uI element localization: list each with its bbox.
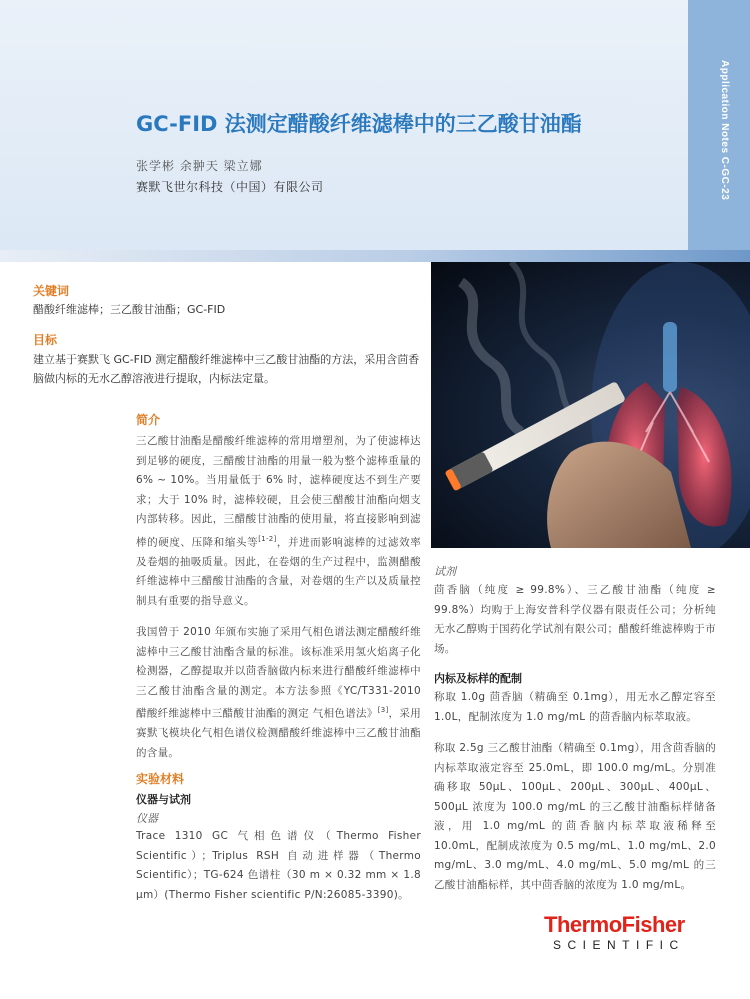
header-divider [0,250,750,262]
goal-text: 建立基于赛默飞 GC-FID 测定醋酸纤维滤棒中三乙酸甘油酯的方法，采用含茴香脑做内标的无水乙醇溶液进行提取，内标法定量。 [33,353,420,385]
standards-paragraph-1: 称取 1.0g 茴香脑（精确至 0.1mg），用无水乙醇定容至 1.0L，配制浓度为 1.0 mg/mL 的茴香脑内标萃取液。 [434,691,716,723]
keywords-heading: 关键词 [33,284,70,298]
instrument-text: Trace 1310 GC 气相色谱仪（Thermo Fisher Scientific）；Triplus RSH 自动进样器（Thermo Scientific）；TG-624 色谱柱（30 m × 0.32 mm × 1.8 μm）(Thermo Fisher scientific P/N:26085-3390)。 [136,830,421,901]
instruments-reagents-heading: 仪器与试剂 [136,793,191,806]
intro-ref-1: [1-2] [258,534,277,543]
page-title: GC-FID 法测定醋酸纤维滤棒中的三乙酸甘油酯 [136,112,582,136]
standards-heading: 内标及标样的配制 [434,672,522,685]
intro-paragraph-1-text: 三乙酸甘油酯是醋酸纤维滤棒的常用增塑剂，为了使滤棒达到足够的硬度，三醋酸甘油酯的用量一般为整个滤棒重量的 6% ~ 10%。当用量低于 6% 时，滤棒硬度达不到生产要求；大于 10% 时，滤棒较硬，且会使三醋酸甘油酯向烟支内部转移。因此，三醋酸甘油酯的使用量，将直接影响到滤棒的硬度、压降和缩头等 [136,435,421,548]
affiliation: 赛默飞世尔科技（中国）有限公司 [136,180,324,194]
materials-heading: 实验材料 [136,772,185,786]
cigarette-lungs-photo [431,262,750,548]
thermofisher-logo: ThermoFisher [544,912,685,937]
intro-paragraph-2-text: 我国曾于 2010 年颁布实施了采用气相色谱法测定醋酸纤维滤棒中三乙酸甘油酯含量的标准。该标准采用氢火焰离子化检测器，乙醇提取并以茴香脑做内标来进行醋酸纤维滤棒中三乙酸甘油酯含量的测定。本方法参照《YC/T331-2010 醋酸纤维滤棒中三醋酸甘油酯的测定 气相色谱法》 [136,626,421,720]
intro-ref-2: [3] [377,706,389,714]
instrument-label: 仪器 [136,812,158,825]
intro-paragraph-2-end: ，采用赛默飞模块化气相色谱仪检测醋酸纤维滤棒中三乙酸甘油酯的含量。 [136,707,421,759]
intro-heading: 简介 [136,413,161,427]
intro-paragraph-1 [136,432,421,611]
intro-paragraph-1-end: ，并进而影响滤棒的过滤效率及卷烟的抽吸质量。因此，在卷烟的生产过程中，监测醋酸纤维滤棒中三醋酸甘油酯的含量，对卷烟的生产以及质量控制具有重要的指导意义。 [136,536,421,607]
keywords-text: 醋酸纤维滤棒；三乙酸甘油酯；GC-FID [33,303,226,316]
goal-heading: 目标 [33,333,58,347]
cigarette-lungs-illustration [431,262,750,548]
thermofisher-logo-sub: SCIENTIFIC [553,938,685,952]
reagent-text: 茴香脑（纯度 ≥ 99.8%）、三乙酸甘油酯（纯度 ≥ 99.8%）均购于上海安普科学仪器有限责任公司；分析纯无水乙醇购于国药化学试剂有限公司；醋酸纤维滤棒购于市场。 [434,584,716,655]
authors: 张学彬 余翀天 梁立娜 [136,159,263,173]
intro-paragraph-2 [136,623,421,763]
reagent-label: 试剂 [434,565,456,578]
side-tab-label: Application Notes C-GC-23 [719,60,730,201]
standards-paragraph-2: 称取 2.5g 三乙酸甘油酯（精确至 0.1mg），用含茴香脑的内标萃取液定容至 25.0mL，即 100.0 mg/mL。分别准确移取 50μL、100μL、200μL、300μL、400μL、500μL 浓度为 100.0 mg/mL 的三乙酸甘油酯标样储备液，用 1.0 mg/mL 的茴香脑内标萃取液稀释至 10.0mL，配制成浓度为 0.5 mg/mL、1.0 mg/mL、2.0 mg/mL、3.0 mg/mL、4.0 mg/mL、5.0 mg/mL 的三乙酸甘油酯标样，其中茴香脑的浓度为 1.0 mg/mL。 [434,742,716,891]
